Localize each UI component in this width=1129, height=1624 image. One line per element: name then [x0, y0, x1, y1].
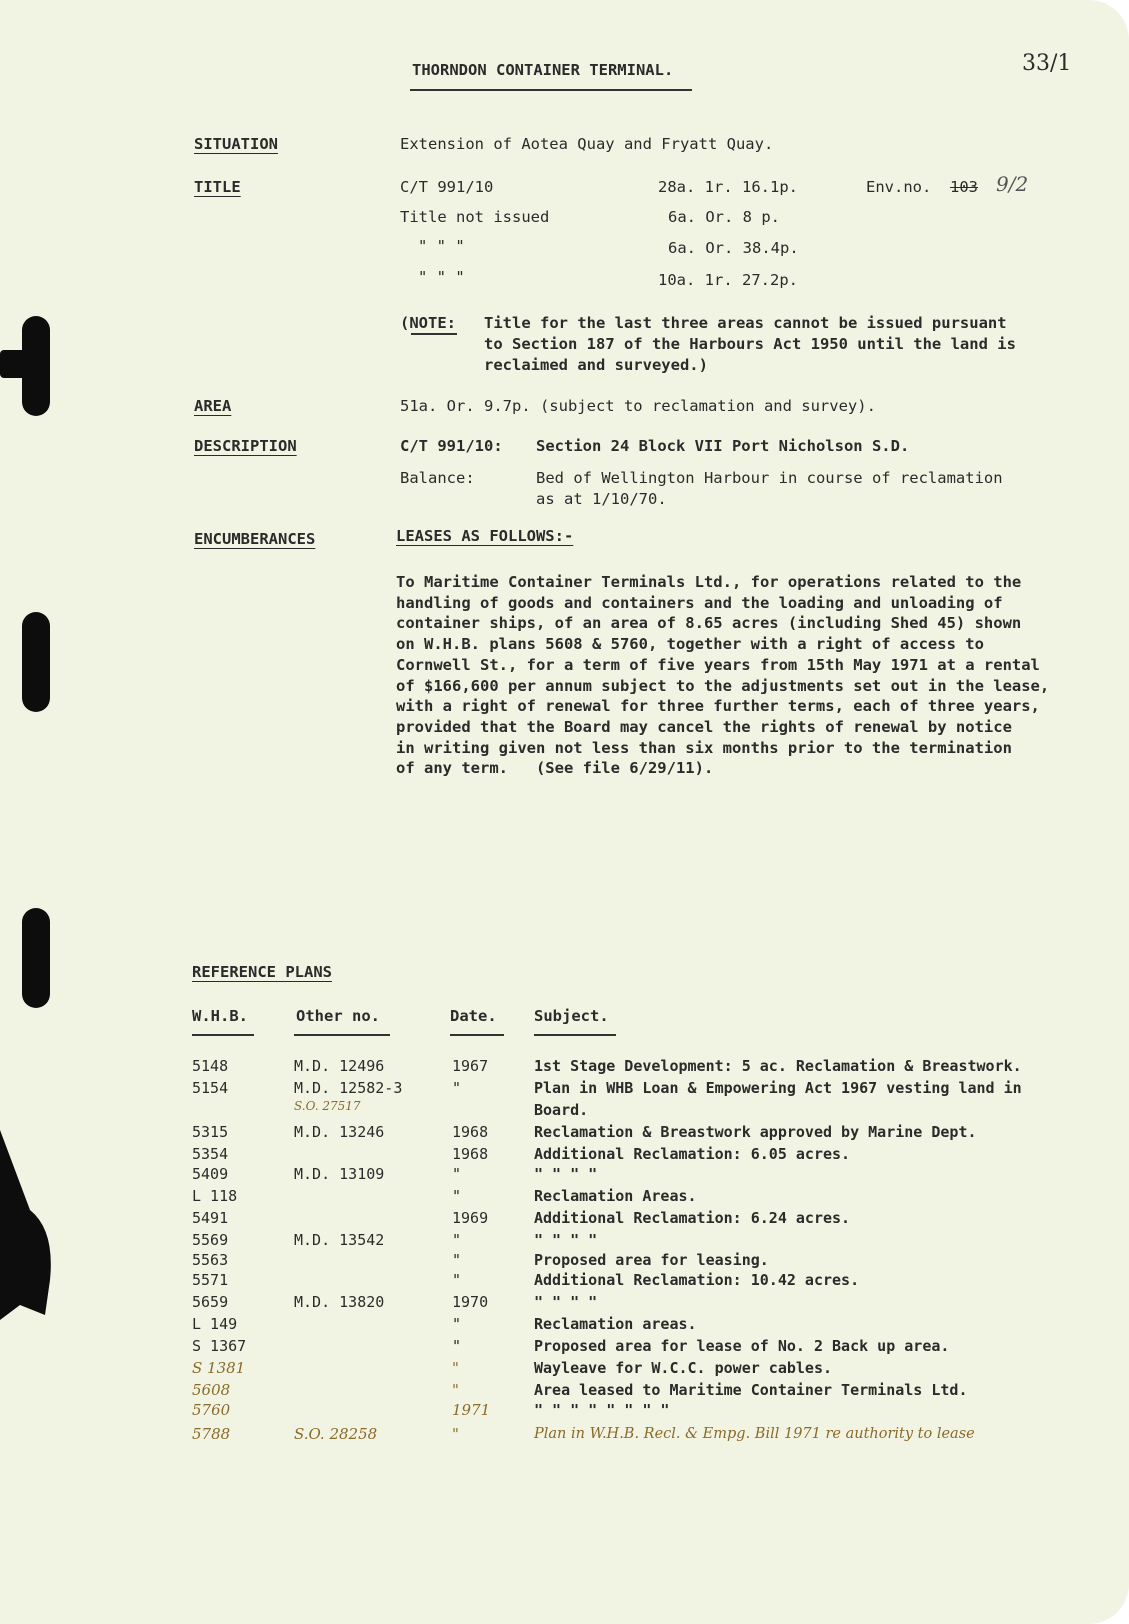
ref-subject-cell: Area leased to Maritime Container Terminals Ltd. — [534, 1381, 968, 1399]
ref-whb-cell: 5659 — [192, 1293, 229, 1311]
ref-other-cell: M.D. 12582-3 — [294, 1079, 403, 1097]
note-label: (NOTE: — [400, 314, 456, 332]
col-underline-other — [294, 1034, 390, 1036]
ref-subject-cell: Additional Reclamation: 10.42 acres. — [534, 1271, 860, 1289]
col-header-whb: W.H.B. — [192, 1007, 248, 1025]
area-value: 51a. Or. 9.7p. (subject to reclamation and survey). — [400, 397, 876, 415]
ref-whb-cell: 5354 — [192, 1145, 229, 1163]
ref-subject-cell: " " " " — [534, 1231, 598, 1249]
title-ref-4: " " " — [418, 268, 465, 286]
ref-subject-cell: " " " " " " " " — [534, 1401, 670, 1419]
ref-whb-cell: L 149 — [192, 1315, 238, 1333]
lease-line: container ships, of an area of 8.65 acres (including Shed 45) shown — [396, 614, 1022, 633]
ref-subject-cell: Proposed area for lease of No. 2 Back up area. — [534, 1337, 950, 1355]
ref-whb-cell: 5563 — [192, 1251, 229, 1269]
lease-line: provided that the Board may cancel the rights of renewal by notice — [396, 717, 1012, 736]
lease-line: of any term. (See file 6/29/11). — [396, 759, 714, 778]
ref-other-cell: M.D. 12496 — [294, 1057, 385, 1075]
lease-line: To Maritime Container Terminals Ltd., for operations related to the — [396, 573, 1022, 591]
ref-subject-cell: " " " " — [534, 1165, 598, 1183]
ref-date-cell: 1968 — [452, 1145, 489, 1163]
lease-line: in writing given not less than six months prior to the termination — [396, 738, 1012, 757]
ref-date-cell: " — [452, 1381, 459, 1399]
ref-date-cell: 1968 — [452, 1123, 489, 1141]
col-header-other: Other no. — [296, 1007, 380, 1025]
ref-whb-cell: 5788 — [192, 1425, 231, 1443]
ref-subject-cell: Additional Reclamation: 6.24 acres. — [534, 1209, 851, 1227]
lease-line: on W.H.B. plans 5608 & 5760, together with a right of access to — [396, 635, 984, 654]
ref-other-cell: M.D. 13542 — [294, 1231, 385, 1249]
ref-subject-cell: Proposed area for leasing. — [534, 1251, 769, 1269]
col-underline-subject — [534, 1034, 616, 1036]
description-balance-line-1: Bed of Wellington Harbour in course of reclamation — [536, 469, 1003, 487]
ref-whb-cell: 5569 — [192, 1231, 229, 1249]
ref-subject-cell: Plan in W.H.B. Recl. & Empg. Bill 1971 re authority to lease — [534, 1426, 975, 1442]
note-line-1: Title for the last three areas cannot be issued pursuant — [484, 314, 1007, 332]
env-handwritten-number: 9/2 — [996, 172, 1029, 196]
ref-date-cell: 1971 — [452, 1401, 491, 1419]
ref-date-cell: " — [452, 1315, 462, 1333]
col-header-date: Date. — [450, 1007, 497, 1025]
lease-line: Cornwell St., for a term of five years from 15th May 1971 at a rental — [396, 655, 1040, 674]
area-label: AREA — [194, 397, 232, 415]
ref-date-cell: 1970 — [452, 1293, 489, 1311]
title-area-4: 10a. 1r. 27.2p. — [658, 271, 798, 289]
ref-date-cell: " — [452, 1425, 459, 1443]
binder-hole-upper — [22, 612, 50, 712]
title-label: TITLE — [194, 178, 241, 196]
description-balance-label: Balance: — [400, 469, 475, 487]
encumbrances-label: ENCUMBERANCES — [194, 530, 316, 548]
ref-date-cell: " — [452, 1079, 462, 1097]
env-label: Env.no. — [866, 178, 932, 196]
ref-whb-cell: S 1381 — [192, 1359, 246, 1377]
ref-whb-cell: 5315 — [192, 1123, 229, 1141]
description-label: DESCRIPTION — [194, 437, 297, 455]
lease-line: with a right of renewal for three further terms, each of three years, — [396, 697, 1040, 716]
ref-date-cell: " — [452, 1271, 462, 1289]
description-balance-line-2: as at 1/10/70. — [536, 490, 667, 508]
binder-tab — [0, 350, 40, 378]
ref-whb-cell: 5148 — [192, 1057, 229, 1075]
ref-subject-cell: Reclamation Areas. — [534, 1187, 697, 1205]
col-header-subject: Subject. — [534, 1007, 609, 1025]
ref-subject-cell: Board. — [534, 1101, 589, 1119]
ref-subject-cell: Reclamation areas. — [534, 1315, 697, 1333]
leases-heading: LEASES AS FOLLOWS:- — [396, 527, 574, 545]
torn-edge-mark — [0, 1130, 60, 1330]
env-struck-number: 103 — [950, 178, 978, 196]
ref-whb-cell: 5409 — [192, 1165, 229, 1183]
title-ref-3: " " " — [418, 237, 465, 255]
reference-plans-label: REFERENCE PLANS — [192, 963, 332, 981]
lease-line: of $166,600 per annum subject to the adjustments set out in the lease, — [396, 676, 1050, 695]
title-underline — [410, 89, 692, 91]
ref-date-cell: " — [452, 1337, 462, 1355]
ref-subject-cell: Plan in WHB Loan & Empowering Act 1967 vesting land in — [534, 1079, 1022, 1097]
ref-other-cell: S.O. 28258 — [294, 1425, 378, 1443]
description-ct-label: C/T 991/10: — [400, 437, 503, 455]
note-line-3: reclaimed and surveyed.) — [484, 356, 708, 374]
ref-other-cell: M.D. 13246 — [294, 1123, 385, 1141]
ref-whb-cell: 5154 — [192, 1079, 229, 1097]
note-label-underline — [411, 333, 457, 335]
ref-other-cell: M.D. 13109 — [294, 1165, 385, 1183]
title-area-1: 28a. 1r. 16.1p. — [658, 178, 798, 196]
ref-date-cell: 1969 — [452, 1209, 489, 1227]
lease-line: handling of goods and containers and the loading and unloading of — [396, 593, 1003, 612]
situation-label: SITUATION — [194, 135, 278, 153]
ref-whb-cell: S 1367 — [192, 1337, 247, 1355]
ref-date-cell: " — [452, 1231, 462, 1249]
title-area-3: 6a. Or. 38.4p. — [668, 239, 799, 257]
ref-whb-cell: 5760 — [192, 1401, 231, 1419]
ref-subject-cell: Additional Reclamation: 6.05 acres. — [534, 1145, 851, 1163]
ref-date-cell: " — [452, 1187, 462, 1205]
ref-subject-cell: Wayleave for W.C.C. power cables. — [534, 1359, 833, 1377]
title-ref-2: Title not issued — [400, 208, 550, 226]
note-line-2: to Section 187 of the Harbours Act 1950 until the land is — [484, 335, 1016, 353]
description-ct-value: Section 24 Block VII Port Nicholson S.D. — [536, 437, 910, 455]
ref-whb-cell: 5608 — [192, 1381, 231, 1399]
page-title: THORNDON CONTAINER TERMINAL. — [412, 61, 674, 79]
ref-date-cell: 1967 — [452, 1057, 489, 1075]
ref-date-cell: " — [452, 1359, 459, 1377]
ref-subject-cell: " " " " — [534, 1293, 598, 1311]
binder-hole-lower — [22, 908, 50, 1008]
title-area-2: 6a. Or. 8 p. — [668, 208, 780, 226]
folio-number: 33/1 — [1022, 51, 1072, 76]
ref-whb-cell: L 118 — [192, 1187, 238, 1205]
col-underline-date — [450, 1034, 504, 1036]
ref-subject-cell: 1st Stage Development: 5 ac. Reclamation & Breastwork. — [534, 1057, 1022, 1075]
ref-subject-cell: Reclamation & Breastwork approved by Marine Dept. — [534, 1123, 977, 1141]
ref-whb-cell: 5491 — [192, 1209, 229, 1227]
title-ref-1: C/T 991/10 — [400, 178, 494, 196]
ref-other-cell: M.D. 13820 — [294, 1293, 385, 1311]
ref-date-cell: " — [452, 1165, 462, 1183]
ref-whb-cell: 5571 — [192, 1271, 229, 1289]
ref-other-cell: S.O. 27517 — [294, 1099, 361, 1113]
col-underline-whb — [192, 1034, 254, 1036]
ref-date-cell: " — [452, 1251, 462, 1269]
situation-value: Extension of Aotea Quay and Fryatt Quay. — [400, 135, 774, 153]
